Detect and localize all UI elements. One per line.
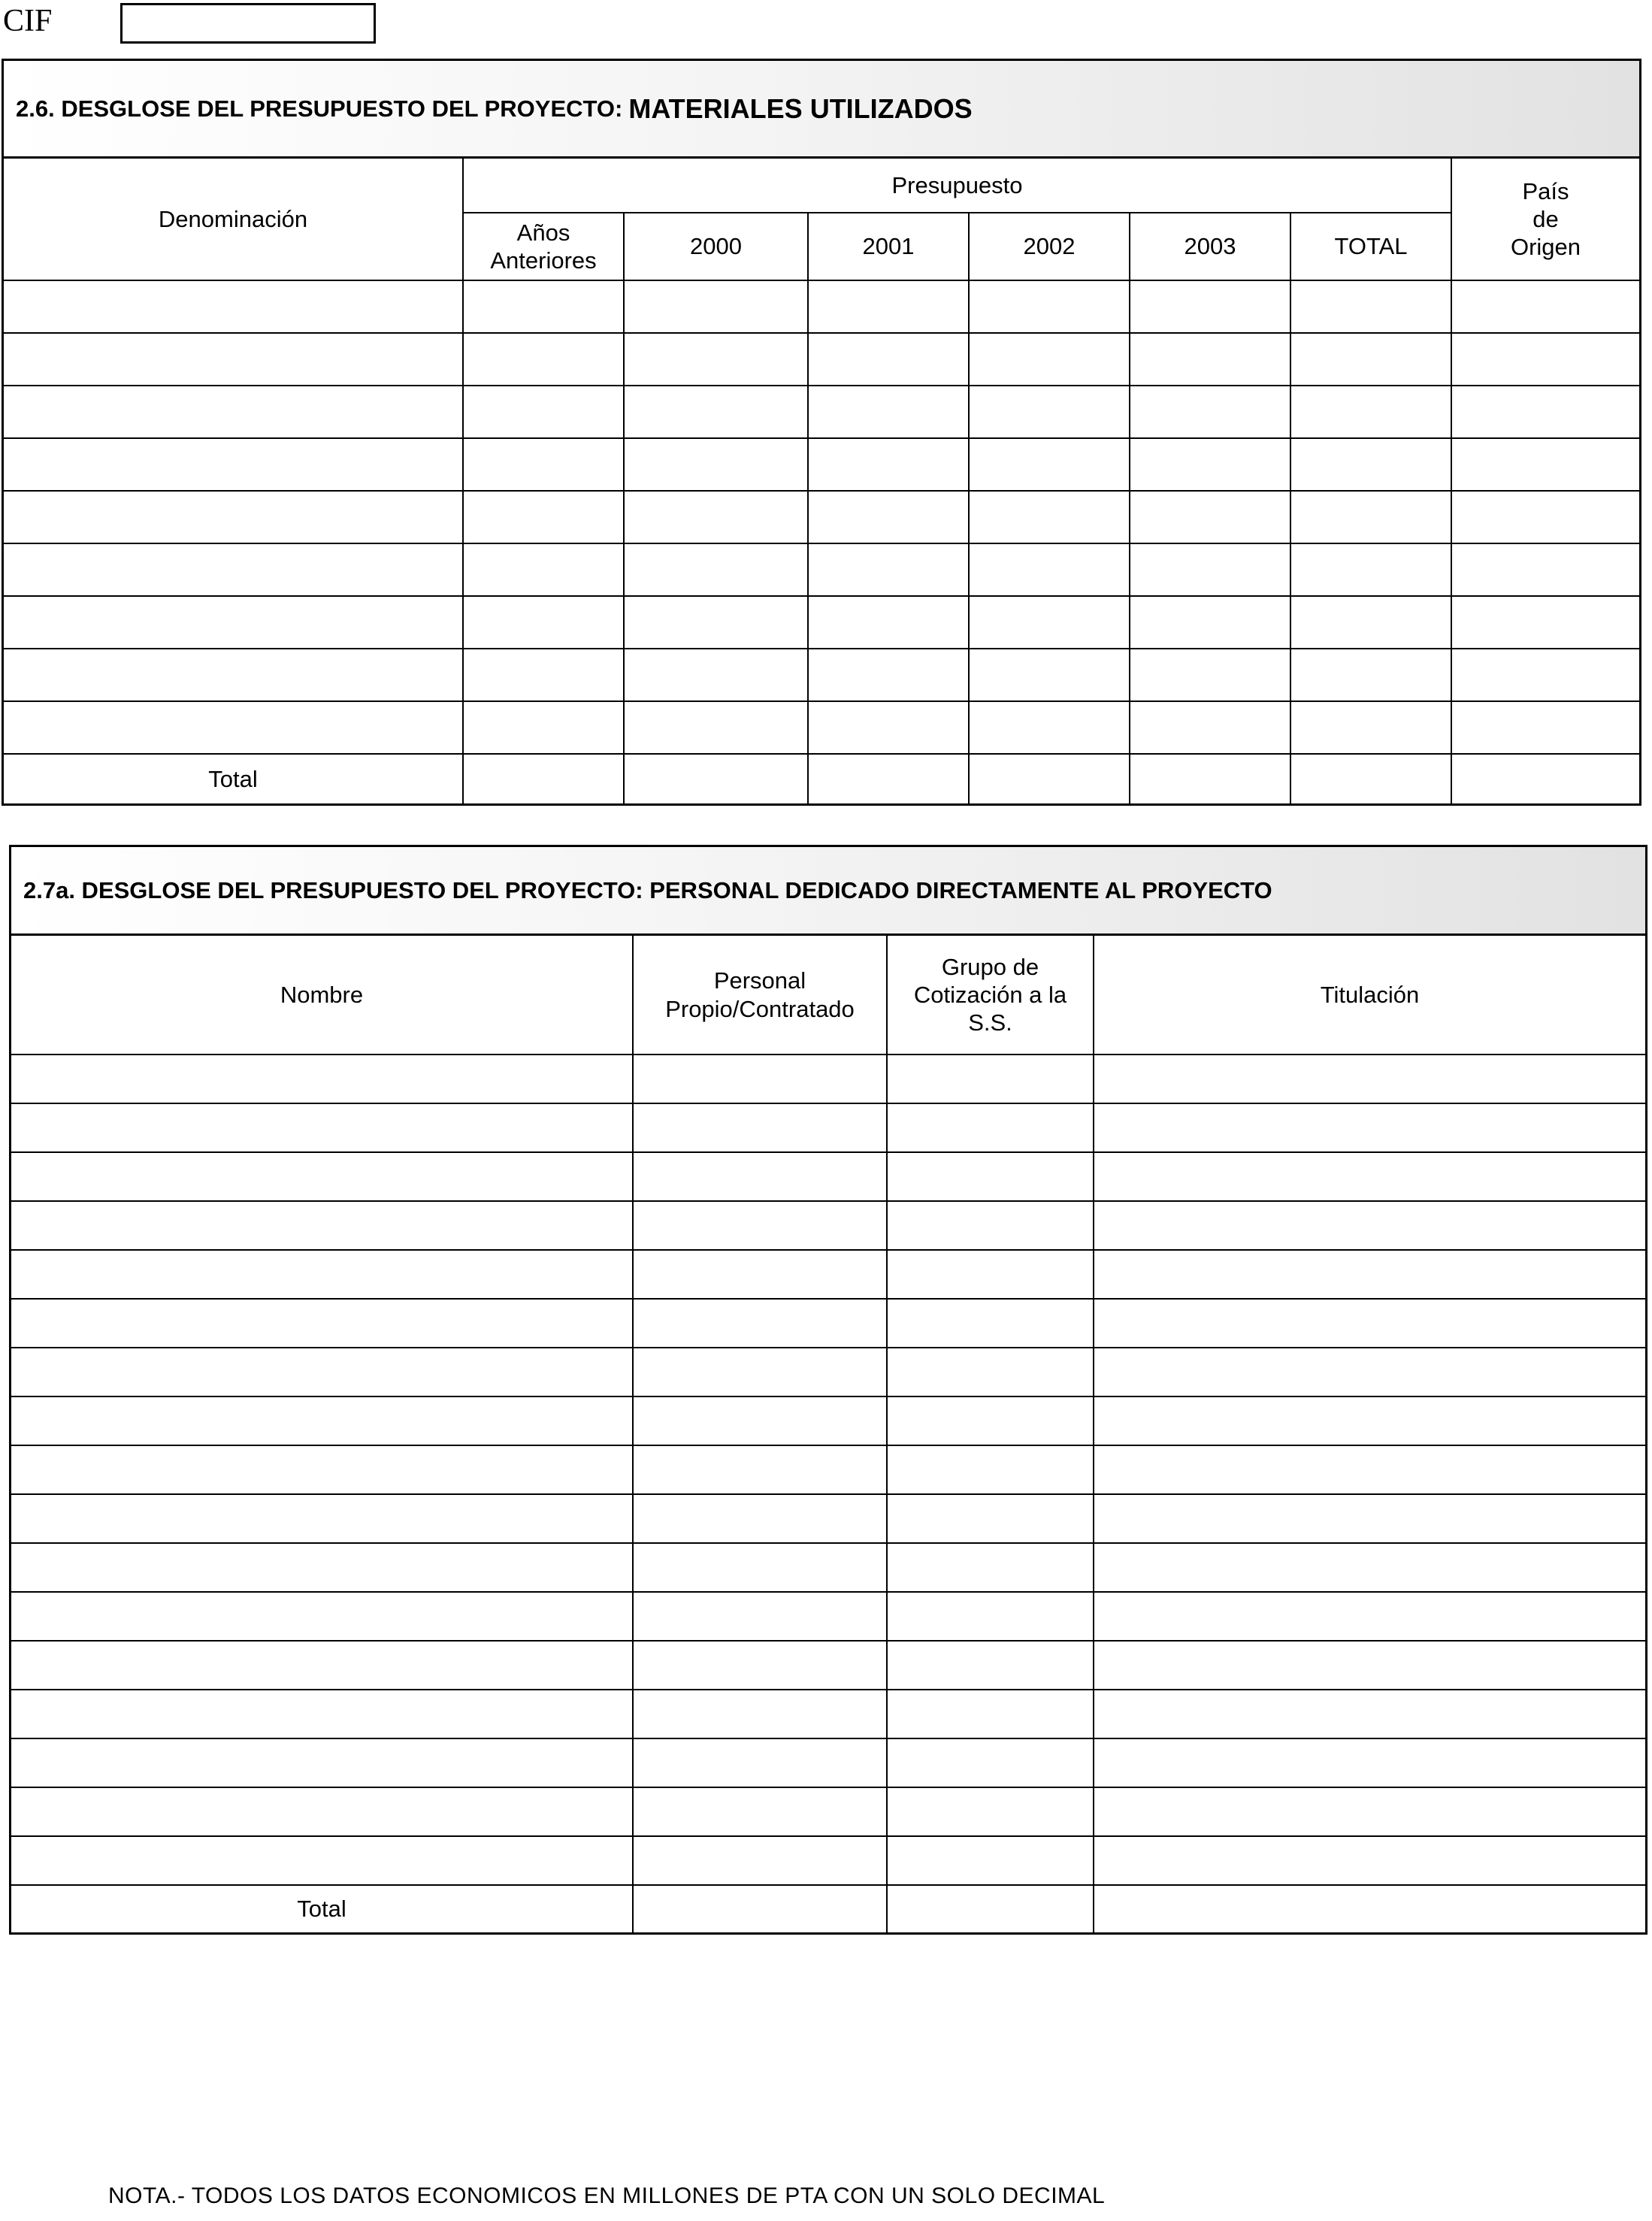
- input-cell[interactable]: [808, 543, 969, 596]
- input-cell[interactable]: [1451, 596, 1639, 649]
- header-year-2003: 2003: [1130, 213, 1290, 280]
- input-cell[interactable]: [1290, 333, 1451, 386]
- input-cell[interactable]: [1451, 543, 1639, 596]
- table-row: [4, 280, 1639, 333]
- input-cell[interactable]: [11, 1445, 633, 1494]
- input-cell[interactable]: [1290, 543, 1451, 596]
- total-cell[interactable]: [1094, 1885, 1645, 1932]
- section-materiales: [2, 59, 1641, 806]
- input-cell[interactable]: [11, 1543, 633, 1592]
- input-cell[interactable]: [1094, 1690, 1645, 1738]
- total-cell[interactable]: [808, 754, 969, 803]
- input-cell[interactable]: [1094, 1543, 1645, 1592]
- total-cell[interactable]: [1451, 754, 1639, 803]
- input-cell[interactable]: [4, 386, 463, 438]
- input-cell[interactable]: [633, 1787, 887, 1836]
- input-cell[interactable]: [1290, 280, 1451, 333]
- section-personal: [9, 845, 1647, 1935]
- table-row: [11, 1201, 1645, 1250]
- input-cell[interactable]: [11, 1494, 633, 1543]
- section-personal-title-text: 2.7a. DESGLOSE DEL PRESUPUESTO DEL PROYECTO: PERSONAL DEDICADO DIRECTAMENTE AL PROYECTO: [23, 876, 1272, 903]
- header-grupo-line: Grupo de: [941, 953, 1039, 980]
- total-cell[interactable]: [887, 1885, 1094, 1932]
- table-row: [11, 1396, 1645, 1445]
- input-cell[interactable]: [4, 280, 463, 333]
- input-cell[interactable]: [4, 491, 463, 543]
- input-cell[interactable]: [4, 701, 463, 754]
- header-grupo-cotizacion: [887, 936, 1094, 1055]
- input-cell[interactable]: [1290, 596, 1451, 649]
- input-cell[interactable]: [1130, 438, 1290, 491]
- input-cell[interactable]: [1290, 491, 1451, 543]
- input-cell[interactable]: [1130, 543, 1290, 596]
- input-cell[interactable]: [1130, 596, 1290, 649]
- input-cell[interactable]: [624, 386, 808, 438]
- header-personal: [633, 936, 887, 1055]
- input-cell[interactable]: [1451, 701, 1639, 754]
- input-cell[interactable]: [969, 649, 1130, 701]
- input-cell[interactable]: [1094, 1738, 1645, 1787]
- input-cell[interactable]: [463, 386, 624, 438]
- input-cell[interactable]: [633, 1690, 887, 1738]
- input-cell[interactable]: [808, 491, 969, 543]
- input-cell[interactable]: [633, 1592, 887, 1641]
- input-cell[interactable]: [887, 1690, 1094, 1738]
- table-row: [11, 1055, 1645, 1103]
- input-cell[interactable]: [1451, 491, 1639, 543]
- table-row: [4, 333, 1639, 386]
- table-row: [11, 1592, 1645, 1641]
- input-cell[interactable]: [1290, 386, 1451, 438]
- input-cell[interactable]: [808, 596, 969, 649]
- input-cell[interactable]: [11, 1641, 633, 1690]
- input-cell[interactable]: [1290, 701, 1451, 754]
- input-cell[interactable]: [808, 280, 969, 333]
- input-cell[interactable]: [624, 280, 808, 333]
- table-row: [11, 1494, 1645, 1543]
- input-cell[interactable]: [1290, 438, 1451, 491]
- input-cell[interactable]: [4, 543, 463, 596]
- input-cell[interactable]: [1451, 649, 1639, 701]
- total-cell[interactable]: [624, 754, 808, 803]
- input-cell[interactable]: [1130, 333, 1290, 386]
- input-cell[interactable]: [633, 1348, 887, 1396]
- input-cell[interactable]: [887, 1543, 1094, 1592]
- input-cell[interactable]: [11, 1396, 633, 1445]
- input-cell[interactable]: [887, 1836, 1094, 1885]
- input-cell[interactable]: [1451, 438, 1639, 491]
- input-cell[interactable]: [969, 438, 1130, 491]
- input-cell[interactable]: [633, 1494, 887, 1543]
- section-personal-title: [11, 847, 1645, 936]
- input-cell[interactable]: [624, 543, 808, 596]
- input-cell[interactable]: [969, 543, 1130, 596]
- input-cell[interactable]: [1094, 1592, 1645, 1641]
- input-cell[interactable]: [1094, 1836, 1645, 1885]
- personal-table: [11, 936, 1645, 1932]
- header-cotizacion-line: Cotización a la: [913, 981, 1067, 1008]
- input-cell[interactable]: [633, 1250, 887, 1299]
- input-cell[interactable]: [11, 1299, 633, 1348]
- table-row: [11, 1738, 1645, 1787]
- table-row: [4, 491, 1639, 543]
- input-cell[interactable]: [11, 1055, 633, 1103]
- input-cell[interactable]: [624, 649, 808, 701]
- table-row: [11, 1445, 1645, 1494]
- header-personal-line: Personal: [713, 967, 806, 994]
- input-cell[interactable]: [463, 649, 624, 701]
- section-materiales-title: [4, 61, 1639, 159]
- input-cell[interactable]: [887, 1152, 1094, 1201]
- nota-footer: NOTA.- TODOS LOS DATOS ECONOMICOS EN MILLONES DE PTA CON UN SOLO DECIMAL: [108, 2183, 1106, 2208]
- header-de-line: de: [1532, 205, 1559, 232]
- header-titulacion: Titulación: [1094, 936, 1645, 1055]
- input-cell[interactable]: [11, 1690, 633, 1738]
- input-cell[interactable]: [4, 333, 463, 386]
- input-cell[interactable]: [887, 1445, 1094, 1494]
- table-row: [11, 1299, 1645, 1348]
- input-cell[interactable]: [633, 1641, 887, 1690]
- input-cell[interactable]: [4, 649, 463, 701]
- input-cell[interactable]: [969, 491, 1130, 543]
- header-anteriores-line: Anteriores: [490, 247, 597, 274]
- table-row: [11, 1787, 1645, 1836]
- input-cell[interactable]: [463, 491, 624, 543]
- input-cell[interactable]: [11, 1103, 633, 1152]
- input-cell[interactable]: [969, 333, 1130, 386]
- table-row: [11, 1103, 1645, 1152]
- input-cell[interactable]: [887, 1201, 1094, 1250]
- input-cell[interactable]: [887, 1250, 1094, 1299]
- input-cell[interactable]: [969, 280, 1130, 333]
- header-anos-anteriores: [463, 213, 624, 280]
- table-row: [11, 1690, 1645, 1738]
- input-cell[interactable]: [887, 1396, 1094, 1445]
- header-nombre: Nombre: [11, 936, 633, 1055]
- input-cell[interactable]: [887, 1494, 1094, 1543]
- header-pais-origen: [1451, 159, 1639, 280]
- input-cell[interactable]: [633, 1055, 887, 1103]
- input-cell[interactable]: [633, 1103, 887, 1152]
- table-row: [4, 386, 1639, 438]
- input-cell[interactable]: [1094, 1494, 1645, 1543]
- total-row: [4, 754, 1639, 803]
- materiales-table: [4, 159, 1639, 803]
- section-materiales-title-prefix: 2.6. DESGLOSE DEL PRESUPUESTO DEL PROYECTO:: [16, 95, 623, 122]
- header-year-2002: 2002: [969, 213, 1130, 280]
- header-total: TOTAL: [1290, 213, 1451, 280]
- input-cell[interactable]: [1094, 1299, 1645, 1348]
- section-materiales-title-emphasis: MATERIALES UTILIZADOS: [628, 92, 973, 124]
- input-cell[interactable]: [1094, 1348, 1645, 1396]
- table-row: [4, 438, 1639, 491]
- input-cell[interactable]: [633, 1201, 887, 1250]
- input-cell[interactable]: [887, 1103, 1094, 1152]
- input-cell[interactable]: [633, 1152, 887, 1201]
- table-row: [11, 1348, 1645, 1396]
- input-cell[interactable]: [887, 1592, 1094, 1641]
- input-cell[interactable]: [1130, 386, 1290, 438]
- input-cell[interactable]: [624, 701, 808, 754]
- input-cell[interactable]: [1451, 386, 1639, 438]
- input-cell[interactable]: [11, 1592, 633, 1641]
- input-cell[interactable]: [463, 701, 624, 754]
- total-cell[interactable]: [633, 1885, 887, 1932]
- cif-input[interactable]: [120, 3, 376, 44]
- input-cell[interactable]: [1094, 1055, 1645, 1103]
- input-cell[interactable]: [624, 333, 808, 386]
- input-cell[interactable]: [633, 1836, 887, 1885]
- input-cell[interactable]: [11, 1348, 633, 1396]
- input-cell[interactable]: [969, 701, 1130, 754]
- input-cell[interactable]: [1094, 1445, 1645, 1494]
- total-cell[interactable]: [1130, 754, 1290, 803]
- input-cell[interactable]: [463, 543, 624, 596]
- input-cell[interactable]: [887, 1738, 1094, 1787]
- input-cell[interactable]: [808, 438, 969, 491]
- input-cell[interactable]: [633, 1738, 887, 1787]
- input-cell[interactable]: [633, 1445, 887, 1494]
- input-cell[interactable]: [1094, 1787, 1645, 1836]
- header-year-2001: 2001: [808, 213, 969, 280]
- cif-label: CIF: [3, 4, 53, 38]
- input-cell[interactable]: [969, 596, 1130, 649]
- input-cell[interactable]: [808, 649, 969, 701]
- table-row: [4, 543, 1639, 596]
- table-row: [11, 1152, 1645, 1201]
- table-row: [4, 596, 1639, 649]
- input-cell[interactable]: [633, 1543, 887, 1592]
- header-origen-line: Origen: [1510, 234, 1581, 261]
- input-cell[interactable]: [808, 386, 969, 438]
- total-label: Total: [11, 1885, 633, 1932]
- input-cell[interactable]: [633, 1299, 887, 1348]
- input-cell[interactable]: [11, 1836, 633, 1885]
- table-row: [11, 1641, 1645, 1690]
- header-pais-line: País: [1522, 177, 1569, 204]
- input-cell[interactable]: [624, 596, 808, 649]
- input-cell[interactable]: [463, 438, 624, 491]
- input-cell[interactable]: [1130, 701, 1290, 754]
- input-cell[interactable]: [624, 491, 808, 543]
- input-cell[interactable]: [887, 1348, 1094, 1396]
- total-row: [11, 1885, 1645, 1932]
- input-cell[interactable]: [1094, 1103, 1645, 1152]
- input-cell[interactable]: [1290, 649, 1451, 701]
- table-row: [4, 649, 1639, 701]
- input-cell[interactable]: [969, 386, 1130, 438]
- input-cell[interactable]: [11, 1201, 633, 1250]
- header-propio-contratado-line: Propio/Contratado: [665, 995, 855, 1022]
- table-row: [11, 1543, 1645, 1592]
- input-cell[interactable]: [1094, 1201, 1645, 1250]
- input-cell[interactable]: [4, 596, 463, 649]
- header-ss-line: S.S.: [968, 1009, 1012, 1036]
- input-cell[interactable]: [1094, 1250, 1645, 1299]
- input-cell[interactable]: [11, 1152, 633, 1201]
- input-cell[interactable]: [463, 596, 624, 649]
- input-cell[interactable]: [624, 438, 808, 491]
- table-row: [11, 1250, 1645, 1299]
- total-cell[interactable]: [1290, 754, 1451, 803]
- input-cell[interactable]: [633, 1396, 887, 1445]
- input-cell[interactable]: [1094, 1396, 1645, 1445]
- input-cell[interactable]: [11, 1738, 633, 1787]
- total-label: Total: [4, 754, 463, 803]
- table-row: [4, 701, 1639, 754]
- input-cell[interactable]: [887, 1641, 1094, 1690]
- input-cell[interactable]: [1130, 649, 1290, 701]
- total-cell[interactable]: [463, 754, 624, 803]
- input-cell[interactable]: [1451, 333, 1639, 386]
- input-cell[interactable]: [887, 1787, 1094, 1836]
- input-cell[interactable]: [463, 280, 624, 333]
- input-cell[interactable]: [11, 1250, 633, 1299]
- total-cell[interactable]: [969, 754, 1130, 803]
- header-denominacion: Denominación: [4, 159, 463, 280]
- input-cell[interactable]: [463, 333, 624, 386]
- input-cell[interactable]: [887, 1055, 1094, 1103]
- header-year-2000: 2000: [624, 213, 808, 280]
- input-cell[interactable]: [1130, 491, 1290, 543]
- input-cell[interactable]: [887, 1299, 1094, 1348]
- header-presupuesto: Presupuesto: [463, 159, 1451, 213]
- input-cell[interactable]: [1094, 1152, 1645, 1201]
- input-cell[interactable]: [808, 701, 969, 754]
- input-cell[interactable]: [4, 438, 463, 491]
- table-row: [11, 1836, 1645, 1885]
- input-cell[interactable]: [808, 333, 969, 386]
- input-cell[interactable]: [1094, 1641, 1645, 1690]
- input-cell[interactable]: [11, 1787, 633, 1836]
- input-cell[interactable]: [1130, 280, 1290, 333]
- input-cell[interactable]: [1451, 280, 1639, 333]
- header-anos-line: Años: [516, 219, 570, 246]
